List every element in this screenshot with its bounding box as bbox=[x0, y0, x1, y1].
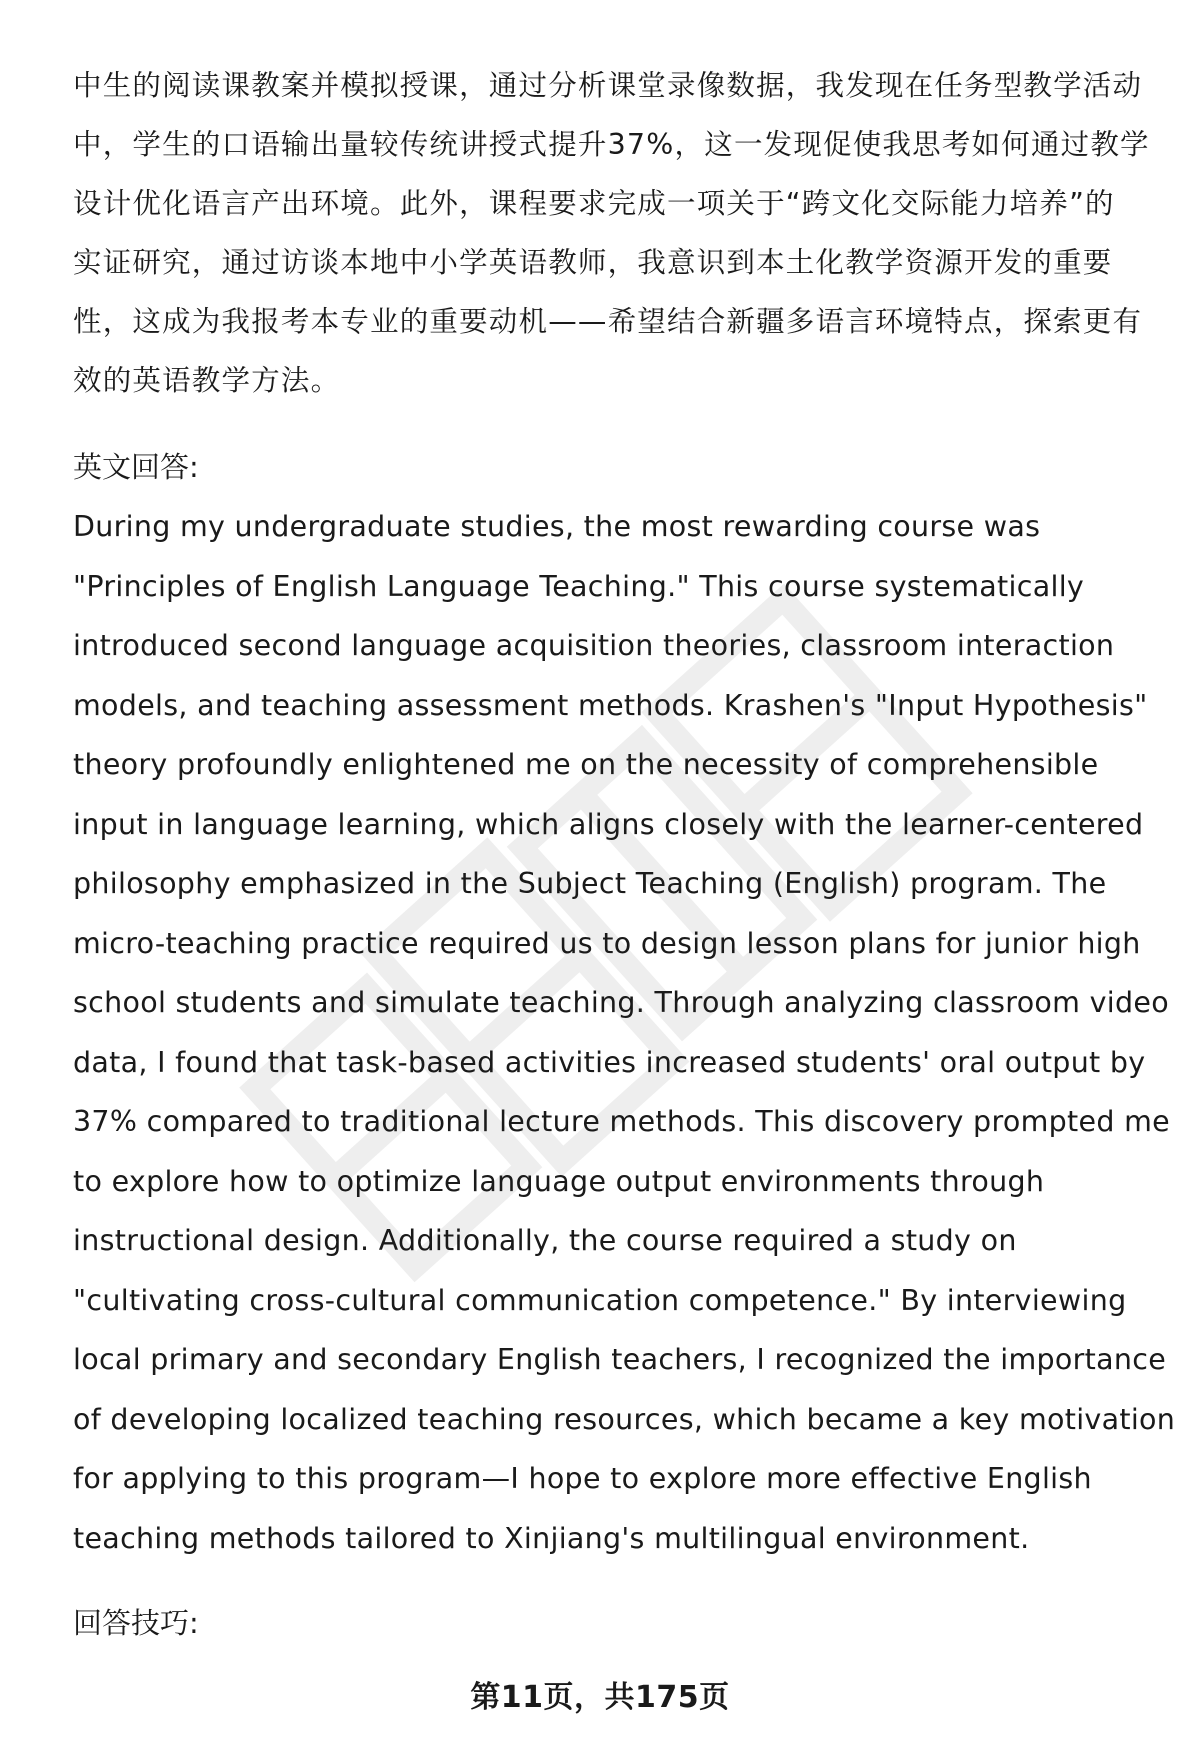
chinese-paragraph bbox=[73, 56, 1153, 410]
text-line: 中生的阅读课教案并模拟授课，通过分析课堂录像数据，我发现在任务型教学活动 bbox=[73, 69, 1143, 102]
text-line: During my undergraduate studies, the most rewarding course was bbox=[73, 510, 1041, 543]
text-line: of developing localized teaching resources, which became a key motivation bbox=[73, 1402, 1176, 1436]
text-line: for applying to this program—I hope to explore more effective English bbox=[73, 1462, 1092, 1495]
text-line: philosophy emphasized in the Subject Teaching (English) program. The bbox=[73, 867, 1107, 900]
text-line: 效的英语教学方法。 bbox=[73, 364, 341, 397]
text-line: to explore how to optimize language output environments through bbox=[73, 1164, 1045, 1198]
page-number: 第11页，共175页 bbox=[470, 1680, 730, 1715]
text-line: input in language learning, which aligns closely with the learner-centered bbox=[73, 807, 1144, 841]
main-content bbox=[73, 56, 1176, 1653]
text-line: local primary and secondary English teachers, I recognized the importance bbox=[73, 1343, 1167, 1376]
text-line: "Principles of English Language Teaching." This course systematically bbox=[73, 569, 1085, 603]
text-line: teaching methods tailored to Xinjiang's multilingual environment. bbox=[73, 1521, 1030, 1555]
text-line: school students and simulate teaching. Through analyzing classroom video bbox=[73, 986, 1169, 1019]
text-line: data, I found that task-based activities increased students' oral output by bbox=[73, 1045, 1146, 1079]
text-line: micro-teaching practice required us to design lesson plans for junior high bbox=[73, 926, 1141, 960]
tips-heading: 回答技巧: bbox=[73, 1606, 199, 1640]
english-paragraph bbox=[73, 497, 1176, 1568]
english-answer-heading: 英文回答: bbox=[73, 450, 199, 484]
text-line: 实证研究，通过访谈本地中小学英语教师，我意识到本土化教学资源开发的重要 bbox=[73, 246, 1113, 279]
text-line: theory profoundly enlightened me on the necessity of comprehensible bbox=[73, 748, 1099, 781]
text-line: 37% compared to traditional lecture methods. This discovery prompted me bbox=[73, 1105, 1170, 1138]
text-line: instructional design. Additionally, the course required a study on bbox=[73, 1224, 1017, 1257]
text-line: 设计优化语言产出环境。此外，课程要求完成一项关于“跨文化交际能力培养”的 bbox=[73, 187, 1115, 220]
text-line: models, and teaching assessment methods. Krashen's "Input Hypothesis" bbox=[73, 688, 1148, 722]
text-line: 性，这成为我报考本专业的重要动机——希望结合新疆多语言环境特点，探索更有 bbox=[73, 305, 1143, 338]
text-line: 中，学生的口语输出量较传统讲授式提升37%，这一发现促使我思考如何通过教学 bbox=[73, 128, 1150, 161]
text-line: introduced second language acquisition theories, classroom interaction bbox=[73, 629, 1115, 662]
text-line: "cultivating cross-cultural communication competence." By interviewing bbox=[73, 1283, 1127, 1317]
